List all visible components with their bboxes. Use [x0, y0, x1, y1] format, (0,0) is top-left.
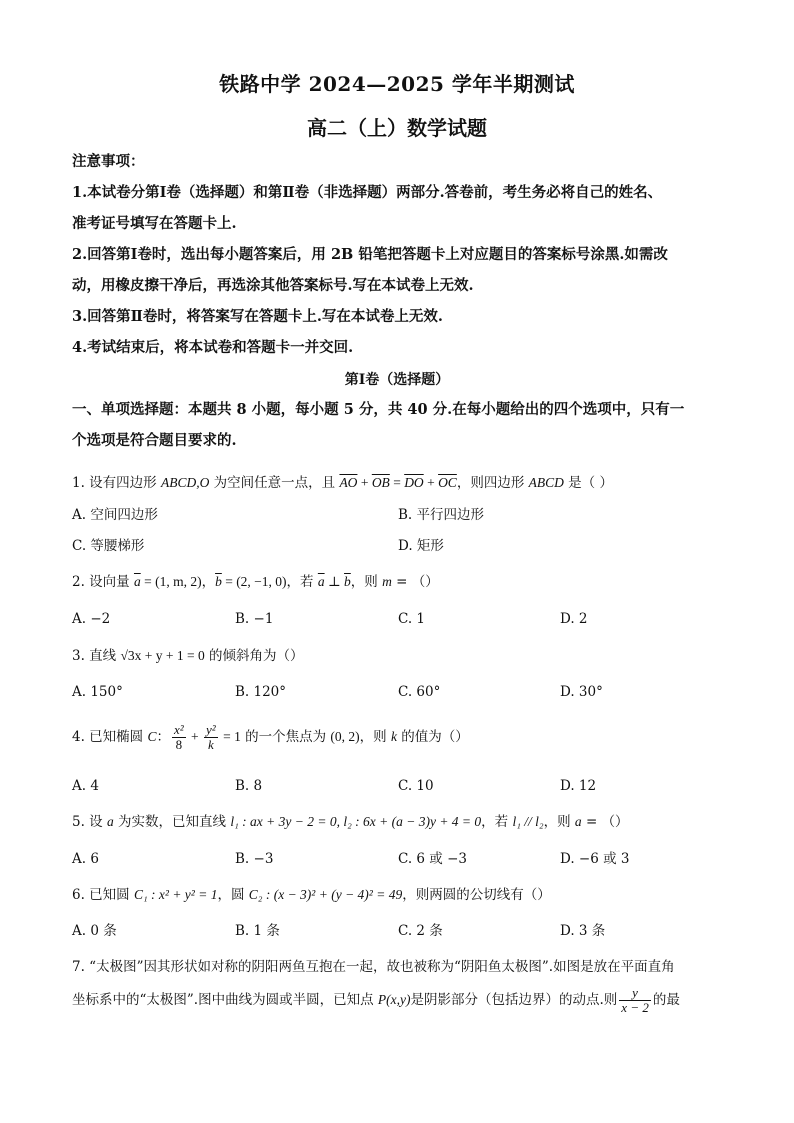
- q4-option-d: D. 12: [560, 778, 597, 794]
- q2-option-c: C. 1: [398, 611, 426, 627]
- fraction-x2-over-8: $\frac{\text{x²}}{8}$: [173, 722, 184, 752]
- q1-option-b: B. 平行四边形: [398, 507, 485, 523]
- notice-line-2: 2.回答第Ⅰ卷时，选出每小题答案后，用 2B 铅笔把答题卡上对应题目的答案标号涂黑.如需改: [72, 246, 668, 263]
- section-intro-2: 个选项是符合题目要求的.: [72, 432, 237, 449]
- q3-option-b: B. 120°: [235, 684, 287, 700]
- question-7-line-2: 坐标系中的“太极图”.图中曲线为圆或半圆，已知点 P(x,y)是阴影部分（包括边界）的动点.则 $\frac{y}{x - 2}$ 的最: [72, 985, 680, 1015]
- q4-option-c: C. 10: [398, 778, 434, 794]
- notice-line-4: 4.考试结束后，将本试卷和答题卡一并交回.: [72, 339, 354, 356]
- fraction-y2-over-k: $\frac{\text{y²}}{k}$: [206, 722, 216, 752]
- section-title: 第Ⅰ卷（选择题）: [344, 372, 450, 388]
- fraction-y-over-x-minus-2: $\frac{y}{x - 2}$: [621, 985, 649, 1015]
- notice-line-3: 3.回答第Ⅱ卷时，将答案写在答题卡上.写在本试卷上无效.: [72, 308, 443, 325]
- exam-title: 铁路中学 2024—2025 学年半期测试: [219, 72, 575, 96]
- q1-option-c: C. 等腰梯形: [72, 538, 145, 554]
- exam-subtitle: 高二（上）数学试题: [307, 116, 487, 140]
- q1-option-d: D. 矩形: [398, 538, 444, 554]
- q6-option-c: C. 2 条: [398, 923, 443, 939]
- question-4: 4. 已知椭圆 C： $\frac{\text{x²}}{8}$ + $\frac{\text{y²}}{k}$ = 1 的一个焦点为 (0, 2)，则 k 的值为（）: [72, 722, 469, 752]
- notice-line-2b: 动，用橡皮擦干净后，再选涂其他答案标号.写在本试卷上无效.: [72, 277, 474, 294]
- q6-option-a: A. 0 条: [72, 923, 117, 939]
- q3-option-a: A. 150°: [72, 684, 123, 700]
- q2-option-a: A. −2: [72, 611, 111, 627]
- q2-option-b: B. −1: [235, 611, 274, 627]
- question-1: 1. 设有四边形 ABCD,O 为空间任意一点，且 $\overline{AO} + \overline{OB} = \overline{DO} + \overline{OC}$，则四边形 ABCD 是（ ）: [72, 475, 613, 491]
- q3-option-c: C. 60°: [398, 684, 441, 700]
- section-intro-1: 一、单项选择题：本题共 8 小题，每小题 5 分，共 40 分.在每小题给出的四个选项中，只有一: [72, 401, 685, 418]
- question-3: 3. 直线 √3x + y + 1 = 0 的倾斜角为（）: [72, 648, 304, 664]
- notice-heading: 注意事项：: [72, 153, 145, 170]
- q3-option-d: D. 30°: [560, 684, 603, 700]
- q5-option-b: B. −3: [235, 851, 274, 867]
- q5-option-c: C. 6 或 −3: [398, 851, 468, 867]
- q5-option-a: A. 6: [72, 851, 99, 867]
- q4-option-b: B. 8: [235, 778, 263, 794]
- question-2: 2. 设向量 $\overline{a} = (1$, m, 2)，$\overline{b} = (2$, −1, 0)，若 $\overline{a}$ ⊥ $\overline{b}$，则 m = （）: [72, 574, 439, 590]
- q2-option-d: D. 2: [560, 611, 588, 627]
- q5-option-d: D. −6 或 3: [560, 851, 630, 867]
- q1-option-a: A. 空间四边形: [72, 507, 158, 523]
- notice-line-1: 1.本试卷分第Ⅰ卷（选择题）和第Ⅱ卷（非选择题）两部分.答卷前，考生务必将自己的姓名、: [72, 184, 663, 201]
- question-6: 6. 已知圆 C₁ : x² + y² = 1，圆 C₂ : (x − 3)² + (y − 4)² = 49，则两圆的公切线有（）: [72, 887, 551, 903]
- q6-option-d: D. 3 条: [560, 923, 606, 939]
- q4-option-a: A. 4: [72, 778, 99, 794]
- notice-line-1b: 准考证号填写在答题卡上.: [72, 215, 237, 232]
- question-7-line-1: 7. “太极图”因其形状如对称的阴阳两鱼互抱在一起，故也被称为“阴阳鱼太极图”.如图是放在平面直角: [72, 959, 675, 975]
- question-5: 5. 设 a 为实数，已知直线 l₁ : ax + 3y − 2 = 0, l₂ : 6x + (a − 3)y + 4 = 0，若 l₁ // l₂，则 a = （）: [72, 814, 629, 830]
- q6-option-b: B. 1 条: [235, 923, 280, 939]
